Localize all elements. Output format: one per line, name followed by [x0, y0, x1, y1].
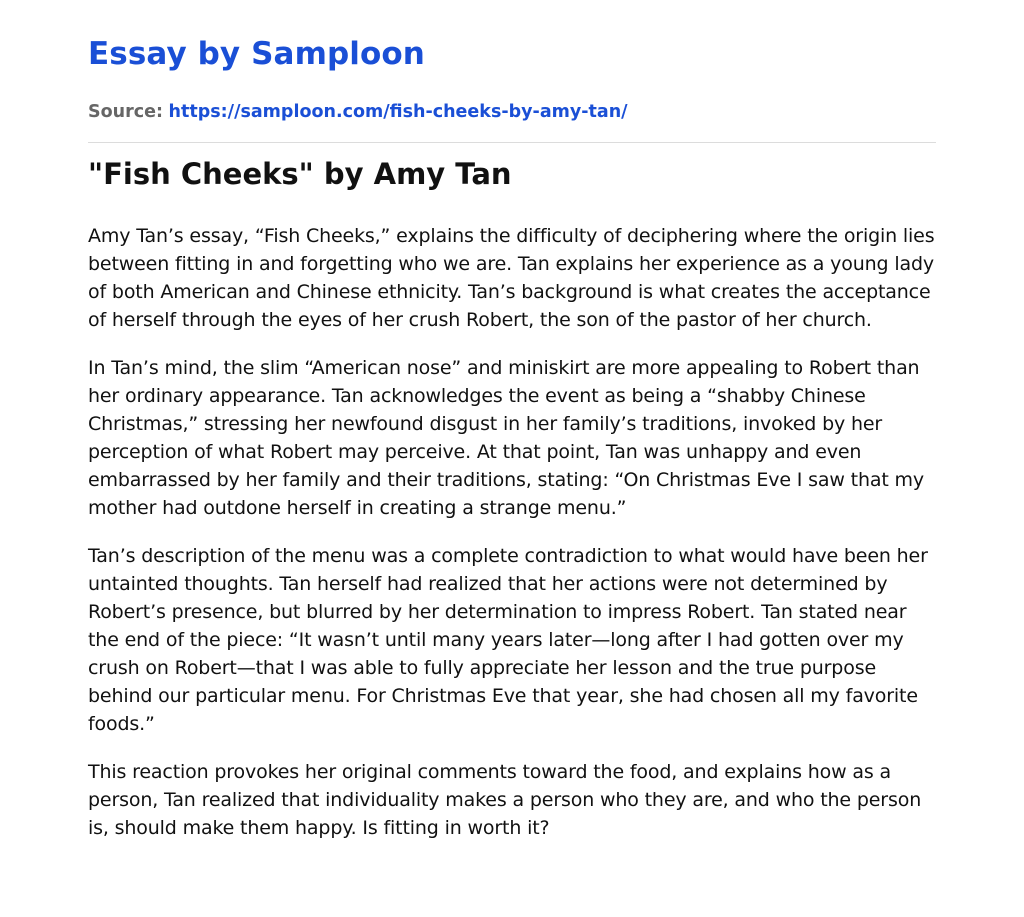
source-line: [88, 102, 628, 122]
essay-title: "Fish Cheeks" by Amy Tan: [88, 157, 512, 191]
header-divider: [88, 142, 936, 143]
essay-paragraph: This reaction provokes her original comments toward the food, and explains how as a person, Tan realized that individuality makes a person who they are, and who the person is, should make them happy. Is fitting in worth it?: [88, 761, 922, 839]
essay-body: [88, 222, 938, 862]
source-label: Source:: [88, 102, 163, 122]
essay-paragraph: In Tan’s mind, the slim “American nose” and miniskirt are more appealing to Robert than her ordinary appearance. Tan acknowledges the event as being a “shabby Chinese Christmas,” stressing her newfound disgust in her family’s traditions, invoked by her perception of what Robert may perceive. At that point, Tan was unhappy and even embarrassed by her family and their traditions, stating: “On Christmas Eve I saw that my mother had outdone herself in creating a strange menu.”: [88, 357, 924, 519]
essay-paragraph: Amy Tan’s essay, “Fish Cheeks,” explains the difficulty of deciphering where the origin lies between fitting in and forgetting who we are. Tan explains her experience as a young lady of both American and Chinese ethnicity. Tan’s background is what creates the acceptance of herself through the eyes of her crush Robert, the son of the pastor of her church.: [88, 225, 935, 331]
essay-paragraph: Tan’s description of the menu was a complete contradiction to what would have been her untainted thoughts. Tan herself had realized that her actions were not determined by Robert’s presence, but blurred by her determination to impress Robert. Tan stated near the end of the piece: “It wasn’t until many years later—long after I had gotten over my crush on Robert—that I was able to fully appreciate her lesson and the true purpose behind our particular menu. For Christmas Eve that year, she had chosen all my favorite foods.”: [88, 545, 928, 735]
site-brand-title: Essay by Samploon: [88, 36, 425, 72]
source-link[interactable]: https://samploon.com/fish-cheeks-by-amy-tan/: [168, 102, 628, 122]
